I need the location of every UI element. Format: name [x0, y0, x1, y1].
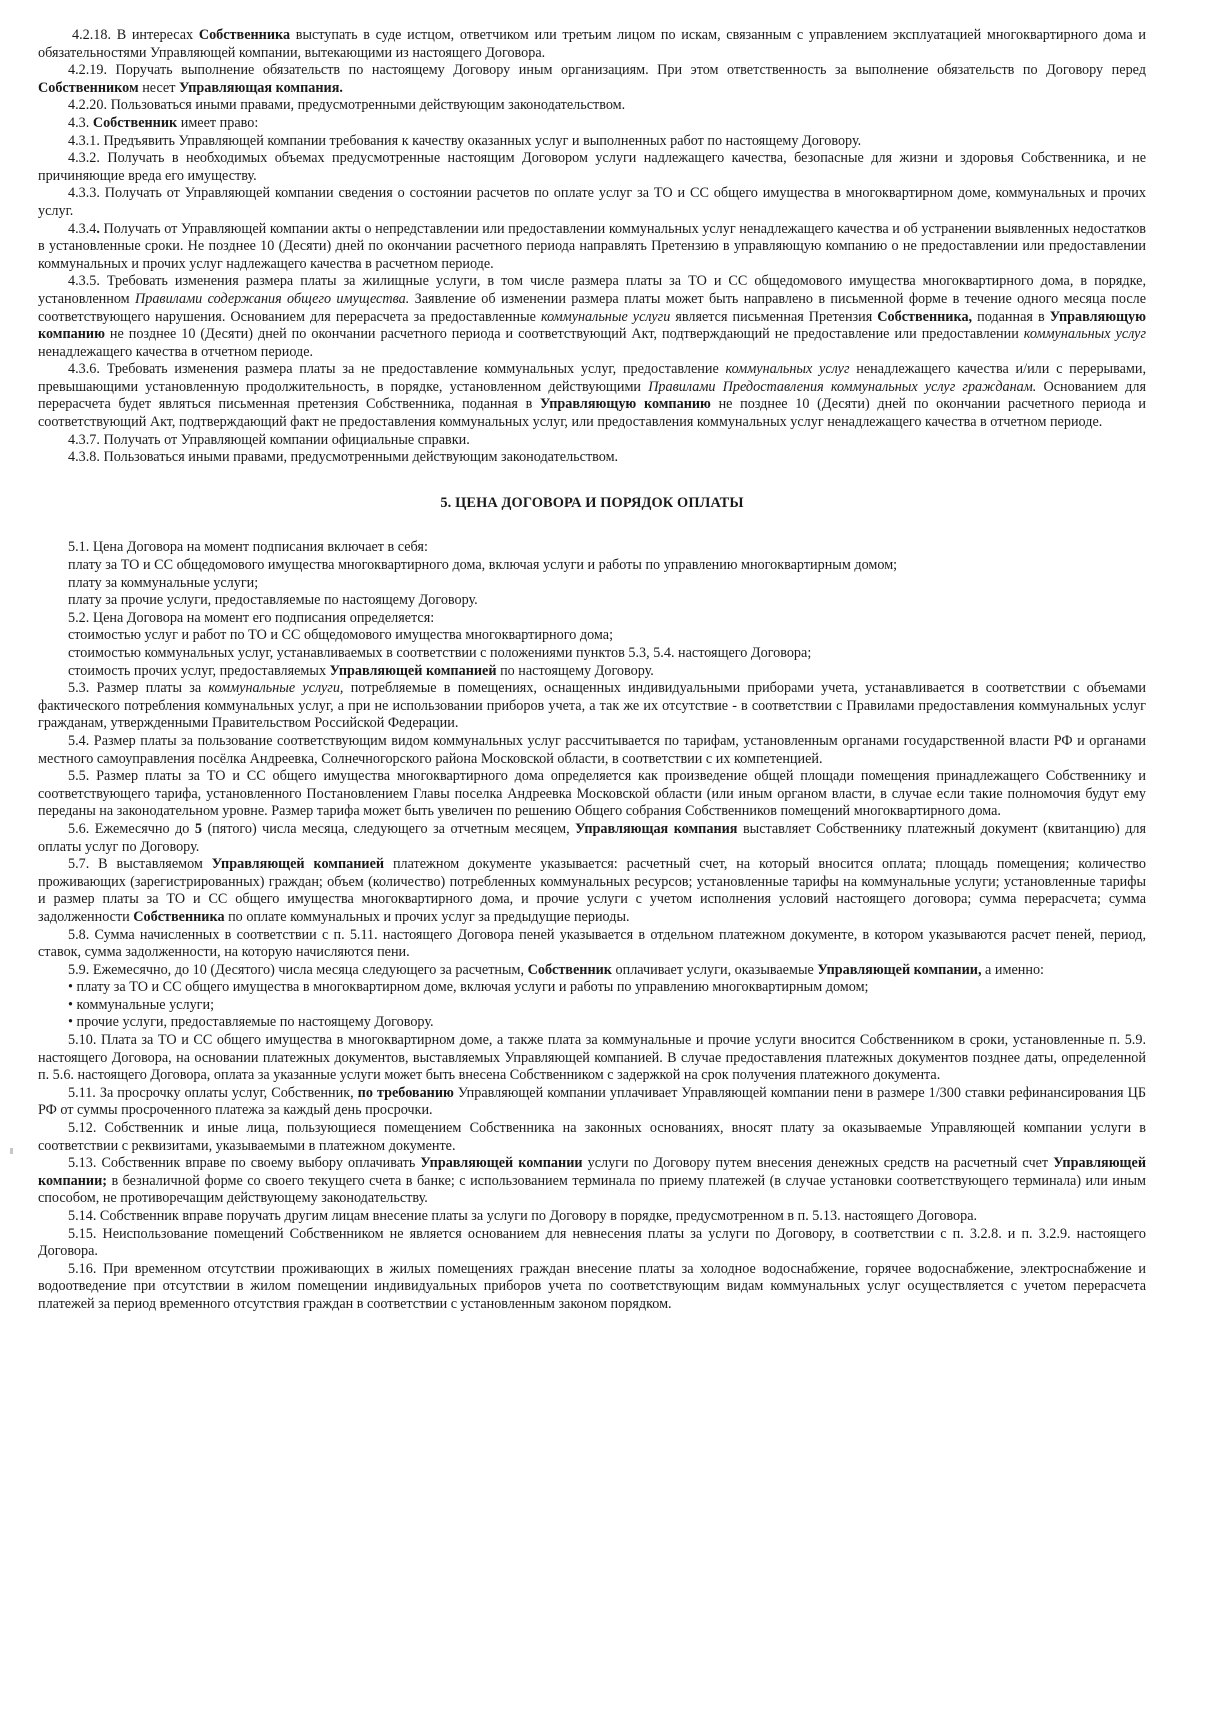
bold-run: Собственника — [198, 27, 291, 43]
text-run: по оплате коммунальных и прочих услуг за предыдущие периоды. — [224, 908, 630, 925]
text-run: выступать в суде истцом, ответчиком или третьим лицом по искам, связанным с управлением эксплуатацией многоквартирного дома и обязательностями Управляющей компании, вытекающими из настоящего Договора. — [38, 27, 1146, 61]
italic-run: Правилами Предоставления коммунальных услуг гражданам. — [648, 378, 1037, 395]
text-run: стоимостью услуг и работ по ТО и СС общедомового имущества многоквартирного дома; — [68, 627, 614, 644]
clause-5-1-item — [38, 592, 1146, 610]
text-run: 5.5. Размер платы за ТО и СС общего имущества многоквартирного дома определяется как произведение общей площади помещения принадлежащего Собственнику и соответствующего тарифа, установленного Постановлением Главы поселка Андреевка Московской области (или иным органом власти, в случае если такие полномочия будут ему переданы на законодательном уровне. Размер тарифа может быть увеличен по решению Общего собрания Собственников помещений многоквартирного дома. — [38, 768, 1146, 820]
clause-5-9 — [38, 962, 1146, 980]
clause-4-2-20 — [38, 97, 1146, 115]
text-run: 4.3. — [68, 114, 93, 131]
text-run: потребляемые в помещениях, оснащенных индивидуальными приборами учета, устанавливается в соответствии с объемами фактического потребления коммунальных услуг, а при не использовании приборов учета, а так же их отсутствие - в соответствии с Правилами предоставления коммунальных услуг гражданам, утвержденными Правительством Российской Федерации. — [38, 680, 1146, 732]
text-run: несет — [138, 79, 179, 96]
bold-run: Управляющей компании; — [38, 1155, 1146, 1189]
text-run: 5.12. Собственник и иные лица, пользующиеся помещением Собственника на законных основаниях, вносят плату за оказываемые Управляющей компании услуги в соответствии с реквизитами, указываемыми в платежном документе. — [38, 1120, 1146, 1154]
bold-run: Управляющей компании, — [817, 961, 982, 978]
text-run: Управляющей компании уплачивает Управляющей компании пени в размере 1/300 ставки рефинансирования ЦБ РФ от суммы просроченного платежа за каждый день просрочки. — [38, 1084, 1146, 1119]
clause-5-1-item — [38, 575, 1146, 593]
clause-5-7 — [38, 856, 1146, 926]
text-run: 4.3.6. Требовать изменения размера платы за не предоставление коммунальных услуг, предоставление — [68, 361, 726, 378]
text-run: стоимость прочих услуг, предоставляемых — [68, 662, 330, 679]
clause-5-14 — [38, 1208, 1146, 1226]
text-run: 4.2.19. Поручать выполнение обязательств по настоящему Договору иным организациям. При этом ответственность за выполнение обязательств по Договору перед — [68, 62, 1146, 79]
text-run: 5.16. При временном отсутствии проживающих в жилых помещениях граждан внесение платы за холодное водоснабжение, горячее водоснабжение, электроснабжение и водоотведение при отсутствии в жилом помещении индивидуальных приборов учета по соответствующим видам коммунальных услуг осуществляется с учетом перерасчета платежей за период временного отсутствия граждан в соответствии с установленным законом порядком. — [38, 1260, 1146, 1312]
text-run: 4.3.1. Предъявить Управляющей компании требования к качеству оказанных услуг и выполненных работ по настоящему Договору. — [68, 132, 862, 149]
clause-5-11 — [38, 1085, 1146, 1120]
text-run: ненадлежащего качества в отчетном периоде. — [38, 343, 314, 360]
bold-run: Управляющей компании — [420, 1155, 583, 1172]
clause-5-15 — [38, 1226, 1146, 1261]
text-run: 5.15. Неиспользование помещений Собственником не является основанием для невнесения платы за услуги по Договору, в соответствии с п. 3.2.8. и п. 3.2.9. настоящего Договора. — [38, 1225, 1146, 1260]
clause-5-6 — [38, 821, 1146, 856]
italic-run: коммунальных услуг — [1023, 326, 1146, 343]
text-run: 5.2. Цена Договора на момент его подписания определяется: — [68, 609, 435, 626]
text-run: ненадлежащего качества и/или с перерывами, превышающими установленную продолжительность, в порядке, установленном действующими — [38, 361, 1146, 395]
bold-run: по требованию — [357, 1084, 454, 1101]
clause-5-9-bullet — [38, 979, 1146, 997]
text-run: 5.7. В выставляемом — [68, 856, 212, 873]
text-run: 4.3.7. Получать от Управляющей компании официальные справки. — [68, 431, 470, 448]
text-run: • прочие услуги, предоставляемые по настоящему Договору. — [68, 1014, 434, 1031]
text-run: поданная в — [972, 308, 1050, 325]
text-run: имеет право: — [177, 114, 259, 131]
clause-5-5 — [38, 768, 1146, 821]
bold-run: Управляющей компанией — [329, 662, 497, 679]
text-run: в безналичной форме со своего текущего счета в банке; с использованием терминала по приему платежей (в случае установки соответствующего терминала) или иным способом, не противоречащим действующему законодательству. — [38, 1172, 1146, 1207]
bold-run: Собственника — [133, 908, 225, 925]
bold-run: Управляющую компанию — [38, 308, 1146, 343]
text-run: платежном документе указывается: расчетный счет, на который вносится оплата; площадь помещения; количество проживающих (зарегистрированных) граждан; объем (количество) потребленных коммунальных ресурсов; установленные тарифы на коммунальные услуги; установленные тарифы и размер платы за ТО и СС общего имущества многоквартирного дома, и прочие услуги с учетом исполнения условий настоящего договора; сумма перерасчета; сумма задолженности — [38, 856, 1146, 925]
clause-4-3-5 — [38, 273, 1146, 361]
clause-4-2-18 — [38, 27, 1146, 62]
text-run: 5.1. Цена Договора на момент подписания включает в себя: — [68, 539, 428, 556]
bold-run: Собственника, — [877, 308, 973, 325]
text-run: 5.4. Размер платы за пользование соответствующим видом коммунальных услуг рассчитывается по тарифам, установленным органами государственной власти РФ и органами местного самоуправления посёлка Андреевка, Солнечногорского района Московской области, в соответствии с их компетенцией. — [38, 732, 1146, 767]
clause-4-3-2 — [38, 150, 1146, 185]
text-run: 4.3.4 — [68, 220, 97, 237]
text-run: услуги по Договору путем внесения денежных средств на расчетный счет — [582, 1155, 1054, 1172]
text-run: оплачивает услуги, оказываемые — [611, 961, 818, 978]
bold-run: . — [96, 220, 100, 237]
bold-run: Управляющая компания. — [178, 79, 343, 96]
text-run: 5.8. Сумма начисленных в соответствии с п. 5.11. настоящего Договора пеней указывается в отдельном платежном документе, в котором указываются расчет пеней, период, ставок, сумма задолженности, на которую начисляются пени. — [38, 926, 1146, 961]
text-run: плату за коммунальные услуги; — [68, 574, 259, 591]
text-run: 5.11. За просрочку оплаты услуг, Собственник, — [68, 1084, 358, 1101]
clause-5-13 — [38, 1155, 1146, 1208]
text-run: 5.13. Собственник вправе по своему выбору оплачивать — [68, 1155, 421, 1172]
clause-5-16 — [38, 1261, 1146, 1314]
bold-run: Управляющую компанию — [540, 396, 711, 413]
clause-4-3-6 — [38, 361, 1146, 431]
text-run: • коммунальные услуги; — [68, 996, 215, 1013]
text-run: стоимостью коммунальных услуг, устанавливаемых в соответствии с положениями пунктов 5.3, 5.4. настоящего Договора; — [68, 645, 812, 661]
clause-5-1-item — [38, 557, 1146, 575]
bold-run: Собственником — [38, 79, 139, 96]
italic-run: коммунальных услуг — [725, 361, 850, 378]
text-run: (пятого) числа месяца, следующего за отчетным месяцем, — [201, 820, 576, 837]
text-run: не позднее 10 (Десяти) дней по окончании расчетного периода и соответствующий Акт, подтверждающий не предоставление или предоставлении — [104, 326, 1024, 343]
text-run: 4.3.5. Требовать изменения размера платы за жилищные услуги, в том числе размера платы за ТО и СС общедомового имущества многоквартирного дома, в порядке, установленном — [38, 273, 1146, 307]
clause-4-3-1 — [38, 133, 1146, 151]
clause-4-3 — [38, 115, 1146, 133]
italic-run: коммунальные услуги — [540, 308, 671, 325]
text-run: 5.9. Ежемесячно, до 10 (Десятого) числа месяца следующего за расчетным, — [68, 961, 528, 978]
text-run: 5.6. Ежемесячно до — [68, 820, 195, 837]
clause-5-8 — [38, 927, 1146, 962]
bold-run: Собственник — [92, 114, 178, 131]
clause-5-12 — [38, 1120, 1146, 1155]
text-run: не позднее 10 (Десяти) дней по окончании расчетного периода и соответствующий Акт, подтверждающий факт не предоставления коммунальных услуг, или предоставления коммунальных услуг ненадлежащего качества в отчетном периоде. — [38, 396, 1146, 431]
text-run: а именно: — [981, 961, 1044, 978]
text-run: 4.3.3. Получать от Управляющей компании сведения о состоянии расчетов по оплате услуг за ТО и СС общего имущества в многоквартирном доме, коммунальных и прочих услуг. — [38, 185, 1146, 219]
text-run: плату за ТО и СС общедомового имущества многоквартирного дома, включая услуги и работы по управлению многоквартирным домом; — [68, 557, 898, 574]
bold-run: Управляющая компания — [575, 820, 738, 837]
text-run: 5.14. Собственник вправе поручать другим лицам внесение платы за услуги по Договору в порядке, предусмотренном в п. 5.13. настоящего Договора. — [68, 1208, 978, 1224]
text-run: Заявление об изменении размера платы может быть направлено в письменной форме в течение одного месяца после соответствующего нарушения. Основанием для перерасчета за предоставленные — [38, 290, 1147, 325]
clause-4-3-7 — [38, 432, 1146, 450]
scan-speck — [10, 1148, 13, 1154]
text-run: 5.3. Размер платы за — [68, 680, 209, 697]
bold-run: Управляющей компанией — [211, 856, 385, 873]
clause-5-2-item — [38, 645, 1146, 663]
text-run: Основанием для перерасчета будет являться письменная претензия Собственника, поданная в — [38, 378, 1146, 413]
clause-5-2 — [38, 610, 1146, 628]
text-run: выставляет Собственнику платежный документ (квитанцию) для оплаты услуг по Договору. — [38, 820, 1147, 855]
bold-run: 5 — [194, 820, 202, 837]
italic-run: Правилами содержания общего имущества. — [134, 290, 410, 307]
text-run: • плату за ТО и СС общего имущества в многоквартирном доме, включая услуги и работы по управлению многоквартирным домом; — [68, 979, 869, 996]
text-run: Получать от Управляющей компании акты о непредставлении или предоставлении коммунальных услуг ненадлежащего качества и об устранении выявленных недостатков в установленные сроки. Не позднее 10 (Десяти) дней по окончании расчетного периода направлять Претензию в управляющую компанию о не предоставлении или предоставлении коммунальных и прочих услуг надлежащего качества в расчетном периоде. — [38, 220, 1146, 272]
text-run: по настоящему Договору. — [496, 662, 654, 679]
clause-5-1 — [38, 539, 1146, 557]
clause-5-2-item — [38, 663, 1146, 681]
italic-run: коммунальные услуги, — [208, 680, 344, 697]
clause-5-10 — [38, 1032, 1146, 1085]
clause-4-3-4 — [38, 221, 1146, 274]
text-run: 4.2.18. В интересах — [72, 27, 199, 43]
text-run: является письменная Претензия — [670, 308, 878, 325]
clause-5-9-bullet — [38, 1014, 1146, 1032]
text-run: 4.2.20. Пользоваться иными правами, предусмотренными действующим законодательством. — [68, 97, 626, 114]
text-run: 4.3.8. Пользоваться иными правами, предусмотренными действующим законодательством. — [68, 449, 619, 466]
bold-run: Собственник — [527, 961, 612, 978]
clause-4-3-8 — [38, 449, 1146, 467]
clause-4-3-3 — [38, 185, 1146, 220]
clause-5-2-item — [38, 627, 1146, 645]
text-run: 4.3.2. Получать в необходимых объемах предусмотренные настоящим Договором услуги надлежащего качества, безопасные для жизни и здоровья Собственника, и не причиняющие вреда его имуществу. — [38, 150, 1146, 184]
clause-4-2-19 — [38, 62, 1146, 97]
text-run: 5.10. Плата за ТО и СС общего имущества в многоквартирном доме, а также плата за коммунальные и прочие услуги вносится Собственником в сроки, установленные п. 5.9. настоящего Договора, на основании платежных документов, выставляемых Управляющей компанией. В случае предоставления платежных документов позднее даты, определенной п. 5.6. настоящего Договора, оплата за указанные услуги может быть внесена Собственником с задержкой на срок получения платежного документа. — [38, 1032, 1146, 1084]
text-run: плату за прочие услуги, предоставляемые по настоящему Договору. — [68, 592, 478, 609]
clause-5-9-bullet — [38, 997, 1146, 1015]
section-heading: 5. ЦЕНА ДОГОВОРА И ПОРЯДОК ОПЛАТЫ — [440, 494, 744, 511]
clause-5-4 — [38, 733, 1146, 768]
clause-5-3 — [38, 680, 1146, 733]
